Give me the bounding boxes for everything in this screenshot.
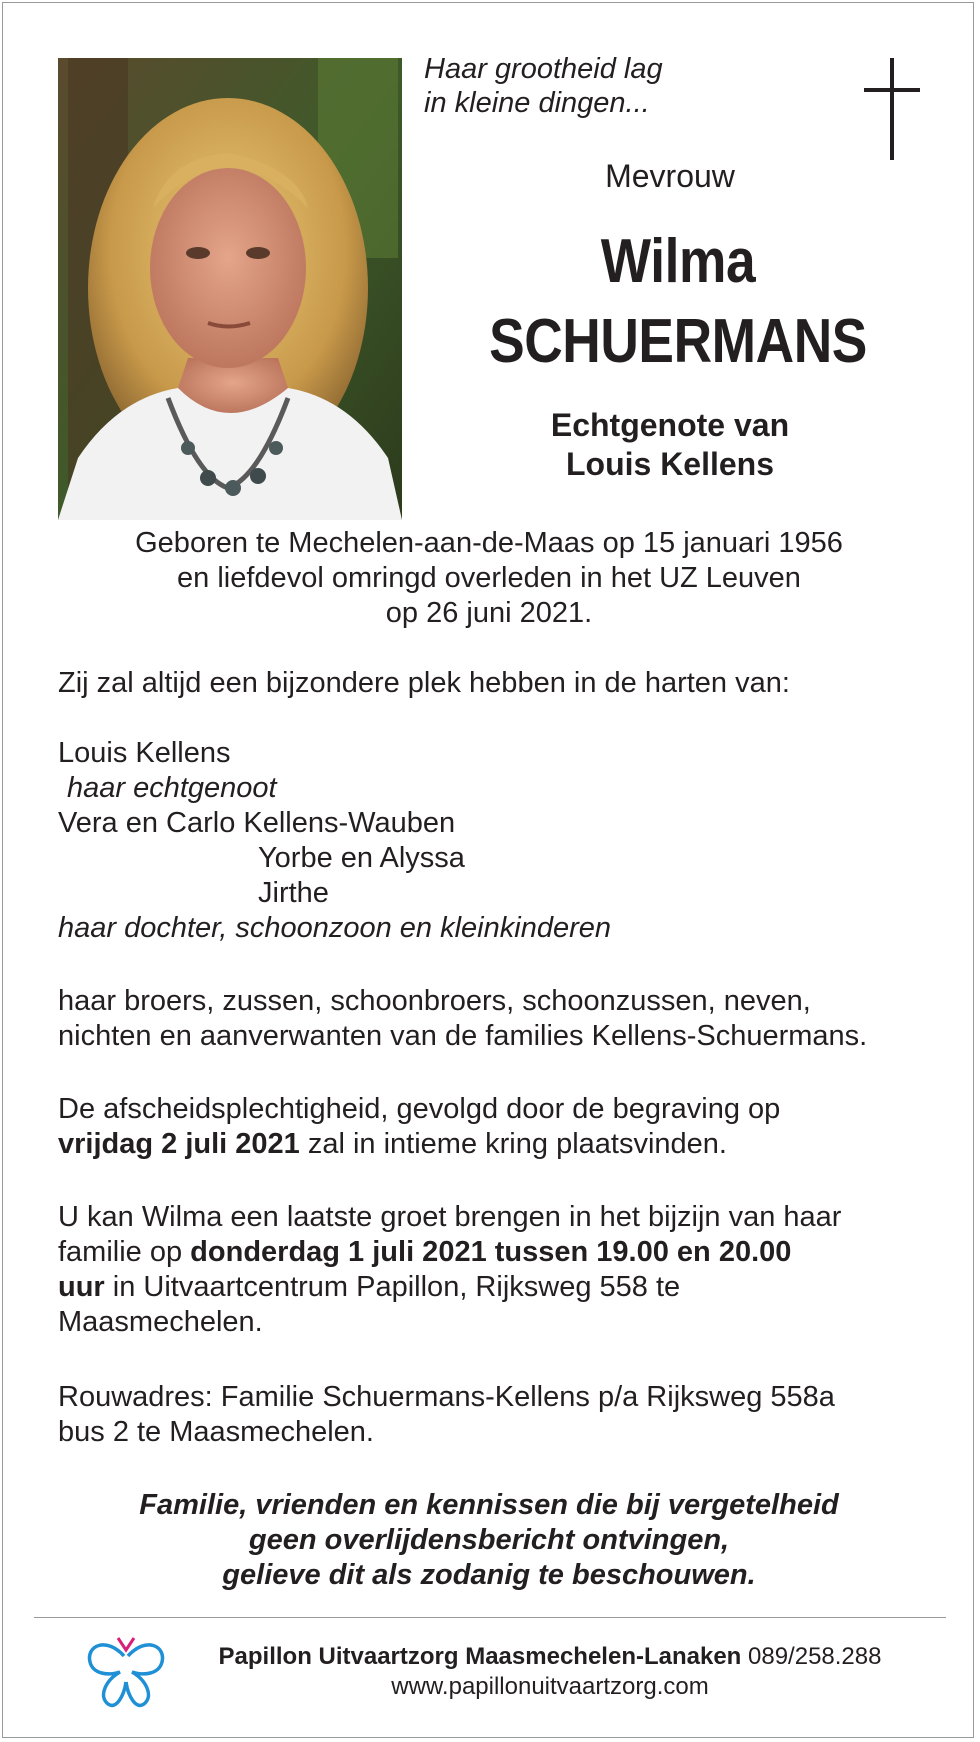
born-line: en liefdevol omringd overleden in het UZ Leuven xyxy=(177,562,801,594)
visit-datetime: donderdag 1 juli 2021 tussen 19.00 en 20.00 xyxy=(190,1236,792,1268)
husband-role: haar echtgenoot xyxy=(67,772,277,804)
grandchildren-line: Yorbe en Alyssa xyxy=(258,842,465,874)
intro-line: Zij zal altijd een bijzondere plek hebben in de harten van: xyxy=(58,667,790,699)
relatives-text xyxy=(58,984,938,1054)
last-name: SCHUERMANS xyxy=(489,307,867,376)
visit-line xyxy=(58,1270,938,1305)
closing-notice xyxy=(58,1488,920,1593)
closing-line: geen overlijdensbericht ontvingen, xyxy=(248,1524,730,1556)
spouse-line: Louis Kellens xyxy=(565,446,775,482)
quote-line: in kleine dingen... xyxy=(424,87,650,119)
ceremony-date: vrijdag 2 juli 2021 xyxy=(58,1128,300,1160)
birth-death-info xyxy=(58,526,920,631)
cross-icon xyxy=(864,58,920,160)
funeral-home-name: Papillon Uitvaartzorg Maasmechelen-Lanaken xyxy=(218,1643,742,1670)
visit-line xyxy=(58,1235,938,1270)
mourning-address xyxy=(58,1380,938,1450)
born-line: Geboren te Mechelen-aan-de-Maas op 15 januari 1956 xyxy=(135,527,843,559)
funeral-home-website[interactable]: www.papillonuitvaartzorg.com xyxy=(391,1673,709,1700)
closing-line: gelieve dit als zodanig te beschouwen. xyxy=(222,1559,756,1591)
spouse-info xyxy=(440,406,900,484)
portrait-photo xyxy=(58,58,402,520)
relatives-line: haar broers, zussen, schoonbroers, schoonzussen, neven, xyxy=(58,985,811,1017)
visit-prefix: familie op xyxy=(58,1236,191,1268)
footer-divider xyxy=(34,1617,946,1618)
address-line: Rouwadres: Familie Schuermans-Kellens p/a Rijksweg 558a xyxy=(58,1381,835,1413)
funeral-home-footer xyxy=(160,1642,940,1702)
relatives-line: nichten en aanverwanten van de families Kellens-Schuermans. xyxy=(58,1020,868,1052)
ceremony-line xyxy=(58,1127,938,1162)
family-list xyxy=(58,736,938,946)
born-line: op 26 juni 2021. xyxy=(385,597,593,629)
intro-text xyxy=(58,666,938,701)
funeral-home-phone: 089/258.288 xyxy=(741,1643,882,1670)
butterfly-logo-icon xyxy=(86,1636,166,1710)
ceremony-line: De afscheidsplechtigheid, gevolgd door de begraving op xyxy=(58,1093,781,1125)
spouse-line: Echtgenote van xyxy=(550,407,790,443)
visit-datetime-end: uur xyxy=(58,1271,105,1303)
closing-line: Familie, vrienden en kennissen die bij vergetelheid xyxy=(139,1489,839,1521)
husband-name: Louis Kellens xyxy=(58,737,231,769)
daughter-role: haar dochter, schoonzoon en kleinkinderen xyxy=(58,912,611,944)
quote-line: Haar grootheid lag xyxy=(424,53,663,85)
ceremony-rest: zal in intieme kring plaatsvinden. xyxy=(299,1128,727,1160)
visit-line: U kan Wilma een laatste groet brengen in het bijzijn van haar xyxy=(58,1201,842,1233)
footer-line xyxy=(160,1642,940,1672)
daughter-names: Vera en Carlo Kellens-Wauben xyxy=(58,807,456,839)
address-line: bus 2 te Maasmechelen. xyxy=(58,1416,374,1448)
epitaph-quote xyxy=(424,52,663,120)
first-name: Wilma xyxy=(600,227,756,296)
honorific: Mevrouw xyxy=(605,158,735,194)
visit-line: Maasmechelen. xyxy=(58,1306,263,1338)
ceremony-text xyxy=(58,1092,938,1162)
visit-text xyxy=(58,1200,938,1340)
visit-location: in Uitvaartcentrum Papillon, Rijksweg 558 te xyxy=(104,1271,681,1303)
grandchildren-line: Jirthe xyxy=(258,877,329,909)
